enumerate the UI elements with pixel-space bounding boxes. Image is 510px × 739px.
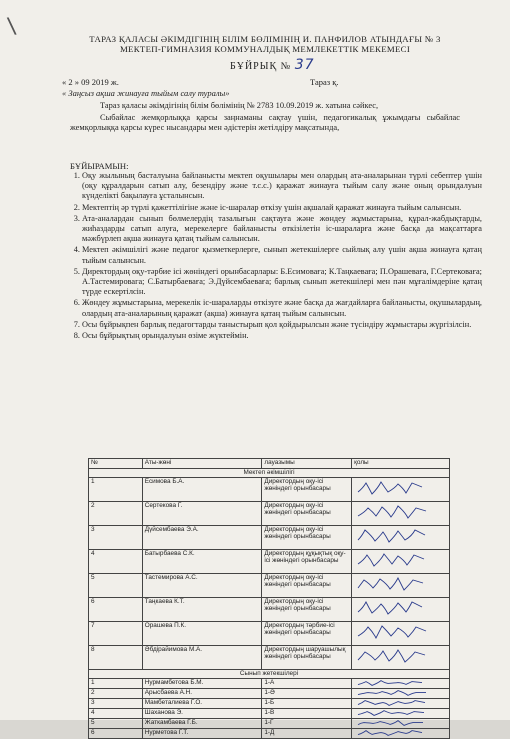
cell-name: Батырбаева С.К. — [142, 550, 262, 574]
table-header-row — [89, 459, 450, 469]
table-row — [89, 478, 450, 502]
cell-no: 2 — [89, 689, 143, 699]
table-row — [89, 719, 450, 729]
cell-no: 3 — [89, 699, 143, 709]
order-item: 5. Директордың оқу-тәрбие ісі жөніндегі орынбасарлары: Б.Есимоваға; К.Таңкаеваға; П.Орашеваға, Г.Сертековаға; А.Тастемировага; С.Батырбаеваға; Э.Дүйсембаеваға; барлық сынып жетекшілері мен пән мұғалімдеріне қатаң түрде ескертілсін. — [82, 267, 482, 298]
cell-signature — [352, 598, 450, 622]
order-item: 2. Мектептің әр түрлі қажеттілігіне және іс-шаралар өткізу үшін ақшалай қаражат жинауға тыйым салынсын. — [82, 203, 482, 213]
col-header-role: лауазымы — [262, 459, 352, 469]
cell-name: Тастемирова А.С. — [142, 574, 262, 598]
order-number: 37 — [294, 57, 315, 73]
cell-signature — [352, 699, 450, 709]
order-item: 6. Жөндеу жұмыстарына, мерекелік іс-шараларды өткізуге және басқа да жағдайларға байланысты, оқушылардың, олардың ата-аналарының қаражат (ақша) жинауға қатаң тыйым салынсын. — [82, 298, 482, 318]
org-header-line1: ТАРАЗ ҚАЛАСЫ ӘКІМДІГІНІҢ БІЛІМ БӨЛІМІНІҢ И. ПАНФИЛОВ АТЫНДАҒЫ № 3 — [89, 34, 441, 44]
cell-no: 2 — [89, 502, 143, 526]
section-title-teachers: Сынып жетекшілері — [89, 670, 450, 679]
cell-no: 7 — [89, 622, 143, 646]
section-row — [89, 469, 450, 478]
cell-name: Нурмамбетова Б.М. — [142, 679, 262, 689]
order-resolve: БҰЙЫРАМЫН: — [70, 161, 129, 171]
cell-name: Арысбаева А.Н. — [142, 689, 262, 699]
cell-role: Директордың құқықтық оқу-ісі жөніндегі орынбасары — [262, 550, 352, 574]
cell-name: Орашева П.К. — [142, 622, 262, 646]
order-preamble: Сыбайлас жемқорлыққа қарсы заңнаманы сақтау үшін, педагогикалық ұжымдағы сыбайлас жемқорлыққа қарсы күрес нысандары мен әдістерін жетілдіру мақсатында, — [70, 113, 460, 133]
table-row — [89, 526, 450, 550]
cell-name: Шаханова Э. — [142, 709, 262, 719]
table-row — [89, 709, 450, 719]
table-row — [89, 598, 450, 622]
cell-no: 5 — [89, 719, 143, 729]
cell-role: Директордың оқу-ісі жөніндегі орынбасары — [262, 598, 352, 622]
cell-name: Есимова Б.А. — [142, 478, 262, 502]
cell-role: Директордың оқу-ісі жөніндегі орынбасары — [262, 478, 352, 502]
order-items — [62, 171, 482, 342]
cell-name: Әбдірайимова М.А. — [142, 646, 262, 670]
table-row — [89, 679, 450, 689]
cell-signature — [352, 646, 450, 670]
handwritten-signature — [354, 622, 424, 642]
cell-role: Директордың шаруашылық жөніндегі орынбасары — [262, 646, 352, 670]
cell-name: Таңкаева К.Т. — [142, 598, 262, 622]
table-row — [89, 502, 450, 526]
handwritten-signature — [354, 719, 424, 727]
col-header-name: Аты-жөні — [142, 459, 262, 469]
cell-role: Директордың тәрбие-ісі жөніндегі орынбасары — [262, 622, 352, 646]
handwritten-signature — [354, 550, 424, 570]
order-title — [230, 57, 315, 73]
cell-no: 4 — [89, 709, 143, 719]
handwritten-signature — [354, 478, 424, 498]
order-date: « 2 » 09 2019 ж. — [62, 77, 119, 87]
cell-signature — [352, 622, 450, 646]
cell-name: Мамбеталиева Г.О. — [142, 699, 262, 709]
handwritten-signature — [354, 679, 424, 687]
cell-role: 1-Ә — [262, 689, 352, 699]
handwritten-signature — [354, 502, 424, 522]
handwritten-signature — [354, 699, 424, 707]
order-item: 7. Осы бұйрықпен барлық педагогтарды таныстырып қол қойдырылсын және түсіндіру жұмыстары жүргізілсін. — [82, 320, 482, 330]
handwritten-signature — [354, 709, 424, 717]
handwritten-signature — [354, 574, 424, 594]
cell-no: 5 — [89, 574, 143, 598]
handwritten-signature — [354, 689, 424, 697]
cell-name: Нурметова Г.Т. — [142, 729, 262, 739]
cell-signature — [352, 729, 450, 739]
table-row — [89, 646, 450, 670]
handwritten-signature — [354, 526, 424, 546]
table-row — [89, 689, 450, 699]
cell-no: 6 — [89, 729, 143, 739]
order-item: 3. Ата-аналардан сынып бөлмелердің тазалығын сақтауға және жөндеу жұмыстарына, құрал-жабдықтарды, жиһаздарды сатып алуға, мерекелерге байланысты өткізілетін іс-шараларға және басқа да мақсаттарға мәжбүрлеп ақша жинауға қатаң тыйым салынсын. — [82, 214, 482, 245]
table-row — [89, 699, 450, 709]
cell-role: 1-Г — [262, 719, 352, 729]
cell-signature — [352, 719, 450, 729]
table-row — [89, 622, 450, 646]
cell-role: 1-А — [262, 679, 352, 689]
cell-name: Сертекова Г. — [142, 502, 262, 526]
cell-name: Дүйсембаева Э.А. — [142, 526, 262, 550]
table-row — [89, 550, 450, 574]
order-subject: « Заңсыз ақша жинауға тыйым салу туралы» — [62, 88, 230, 98]
handwritten-signature — [354, 598, 424, 618]
handwritten-signature — [354, 646, 424, 666]
org-header-line2: МЕКТЕП-ГИМНАЗИЯ КОММУНАЛДЫҚ МЕМЛЕКЕТТІК МЕКЕМЕСІ — [119, 44, 411, 54]
cell-no: 3 — [89, 526, 143, 550]
table-row — [89, 729, 450, 739]
admin-rows — [89, 478, 450, 670]
cell-signature — [352, 526, 450, 550]
cell-signature — [352, 550, 450, 574]
section-title-admin: Мектеп әкімшілігі — [89, 469, 450, 478]
teacher-rows — [89, 679, 450, 739]
order-item: 8. Осы бұйрықтың орындалуын өзіме жүктеймін. — [82, 331, 482, 341]
cell-no: 1 — [89, 478, 143, 502]
cell-role: 1-Д — [262, 729, 352, 739]
cell-signature — [352, 574, 450, 598]
section-row — [89, 670, 450, 679]
order-item: 1. Оқу жылының басталуына байланысты мектеп оқушылары мен олардың ата-аналарынан түрлі себептер үшін (оқу құралдарын сатып алу, безендіру және т.с.с.) қаражат жинауға тыйым салу және оның орындалуын күнделікті бақылауға ұсталынсын. — [82, 171, 482, 202]
cell-no: 6 — [89, 598, 143, 622]
cell-no: 1 — [89, 679, 143, 689]
cell-no: 4 — [89, 550, 143, 574]
handwritten-signature — [354, 729, 424, 737]
cell-name: Жаткамбаева Г.Б. — [142, 719, 262, 729]
cell-signature — [352, 679, 450, 689]
order-city: Тараз қ. — [310, 77, 339, 87]
order-item: 4. Мектеп әкімшілігі және педагог қызметкерлерге, сынып жетекшілерге сыйлық алу үшін ақша жинауға қатаң тыйым салынсын. — [82, 245, 482, 265]
cell-signature — [352, 709, 450, 719]
cell-role: Директордың оқу-ісі жөніндегі орынбасары — [262, 574, 352, 598]
cell-signature — [352, 689, 450, 699]
cell-role: Директордың оқу-ісі жөніндегі орынбасары — [262, 526, 352, 550]
signature-table — [88, 458, 450, 739]
col-header-signature: қолы — [352, 459, 450, 469]
margin-pen-mark: \ — [6, 13, 18, 40]
cell-signature — [352, 502, 450, 526]
order-title-label: БҰЙРЫҚ № — [230, 61, 292, 72]
table-row — [89, 574, 450, 598]
order-basis: Тараз қаласы әкімдігінің білім бөлімінің № 2783 10.09.2019 ж. хатына сәйкес, — [100, 101, 379, 110]
cell-role: Директордың оқу-ісі жөніндегі орынбасары — [262, 502, 352, 526]
cell-role: 1-Б — [262, 699, 352, 709]
col-header-no: № — [89, 459, 143, 469]
cell-role: 1-В — [262, 709, 352, 719]
cell-no: 8 — [89, 646, 143, 670]
cell-signature — [352, 478, 450, 502]
